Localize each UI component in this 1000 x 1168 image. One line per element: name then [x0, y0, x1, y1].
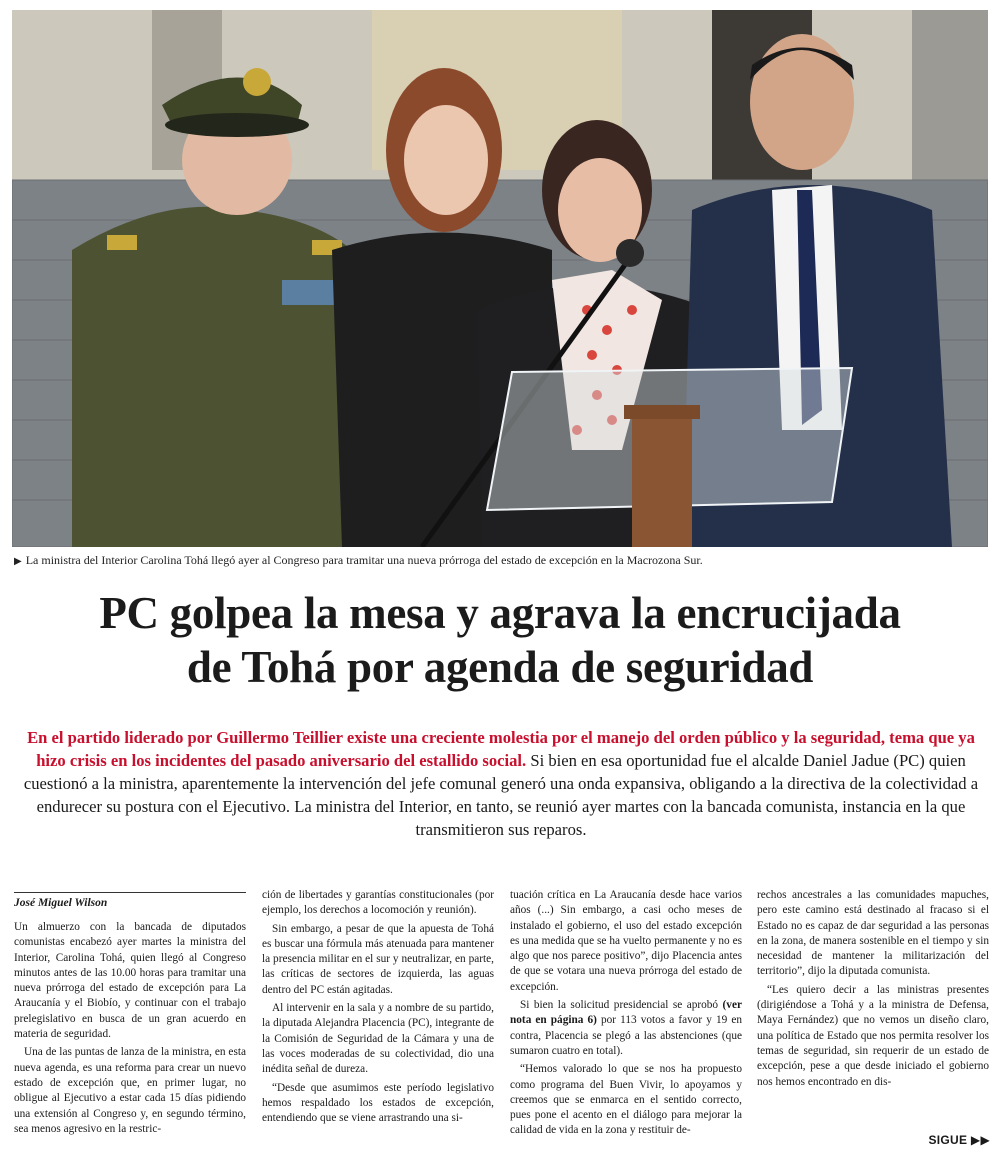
article-column-1	[14, 920, 246, 1140]
press-conference-photo	[12, 10, 988, 547]
paragraph-text: por 113 votos a favor y 19 en contra, Placencia se plegó a las abstenciones (que sumaron cuatro en total).	[510, 1014, 743, 1057]
headline-line-2: de Tohá por agenda de seguridad	[186, 642, 814, 692]
paragraph: Sin embargo, a pesar de que la apuesta de Tohá es buscar una fórmula más atenuada para mantener la presencia militar en el sur y neutralizar, en parte, las críticas de sectores de izquierda, las aguas dentro del PC están agitadas.	[262, 922, 494, 996]
paragraph: “Desde que asumimos este período legislativo hemos respaldado los estados de excepción, entendiendo que se viene arrastrando una si-	[262, 1081, 494, 1125]
byline: José Miguel Wilson	[14, 892, 246, 909]
paragraph: tuación crítica en La Araucanía desde hace varios años (...) Sin embargo, a casi ocho meses de instalado el gobierno, el uso del estado excepción es una medida que se ha vuelto permanente y no es algo que nos parece positivo”, dijo Placencia antes de que se votara una nueva prórroga del estado de excepción.	[510, 889, 742, 993]
paragraph: rechos ancestrales a las comunidades mapuches, pero este camino está destinado al fracaso si el Estado no es capaz de dar seguridad a las personas en la zona, de manera sostenible en el tiempo y sin necesidad de mantener la militarización del territorio”, dijo la diputada comunista.	[757, 889, 989, 978]
paragraph: Al intervenir en la sala y a nombre de su partido, la diputada Alejandra Placencia (PC), integrante de la Comisión de Seguridad de la Cámara y una de las voces moderadas de su colectividad, dio una inédita señal de dureza.	[262, 1002, 494, 1076]
paragraph: “Hemos valorado lo que se nos ha propuesto como programa del Buen Vivir, lo apoyamos y creemos que se enmarca en el sentido correcto, pues pone el acento en el diálogo para mejorar la calidad de vida en la zona y restituir de-	[510, 1063, 742, 1137]
article-column-3	[510, 888, 742, 1142]
caption-marker-icon: ▶	[14, 556, 22, 567]
paragraph-text: Si bien la solicitud presidencial se aprobó	[520, 999, 723, 1012]
page-reference-link[interactable]: (ver nota en página 6)	[510, 999, 742, 1027]
caption-text: La ministra del Interior Carolina Tohá llegó ayer al Congreso para tramitar una nueva prórroga del estado de excepción en la Macrozona Sur.	[25, 553, 703, 567]
paragraph: Una de las puntas de lanza de la ministra, en esta nueva agenda, es una reforma para crear un nuevo estado de excepción que, en primer lugar, no obligue al Ejecutivo a estar cada 15 días pidiendo una extensión al Congreso y, en segundo término, sea menos agresivo en la restric-	[14, 1046, 246, 1135]
headline	[10, 586, 990, 694]
lead-paragraph	[20, 726, 982, 841]
lead-highlight: En el partido liderado por Guillermo Teillier existe una creciente molestia por el manejo del orden público y la seguridad, tema que ya hizo crisis en los incidentes del pasado aniversario del estallido social.	[27, 728, 975, 770]
article-column-4	[757, 888, 989, 1093]
paragraph: “Les quiero decir a las ministras presentes (dirigiéndose a Tohá y a la ministra de Defensa, Maya Fernández) que no vemos un diseño claro, una política de Estado que nos permita resolver los temas de seguridad, sin requerir de un estado de excepción, pese a que desde iniciado el gobierno nos hemos encontrado en dis-	[757, 983, 989, 1088]
article-column-2	[262, 888, 494, 1129]
paragraph: Un almuerzo con la bancada de diputados comunistas encabezó ayer martes la ministra del Interior, Carolina Tohá, quien llegó al Congreso minutos antes de las 10.00 horas para tramitar una nueva prórroga del estado de excepción para La Araucanía y el Biobío, y continuar con el trabajo prelegislativo en busca de un gran acuerdo en materia de seguridad.	[14, 921, 246, 1041]
photo-illustration	[12, 10, 988, 547]
paragraph: ción de libertades y garantías constitucionales (por ejemplo, los derechos a locomoción y reunión).	[262, 889, 494, 917]
lead-body: Si bien en esa oportunidad fue el alcalde Daniel Jadue (PC) quien cuestionó a la ministra, aparentemente la intervención del jefe comunal generó una onda expansiva, obligando a la directiva de la colectividad a endurecer su postura con el Ejecutivo. La ministra del Interior, en tanto, se reunió ayer martes con la bancada comunista, instancia en la que transmitieron sus reparos.	[23, 751, 979, 839]
photo-caption	[14, 553, 986, 569]
continue-marker: SIGUE ▶▶	[928, 1133, 990, 1147]
paragraph	[510, 998, 742, 1059]
headline-line-1: PC golpea la mesa y agrava la encrucijada	[99, 588, 901, 638]
